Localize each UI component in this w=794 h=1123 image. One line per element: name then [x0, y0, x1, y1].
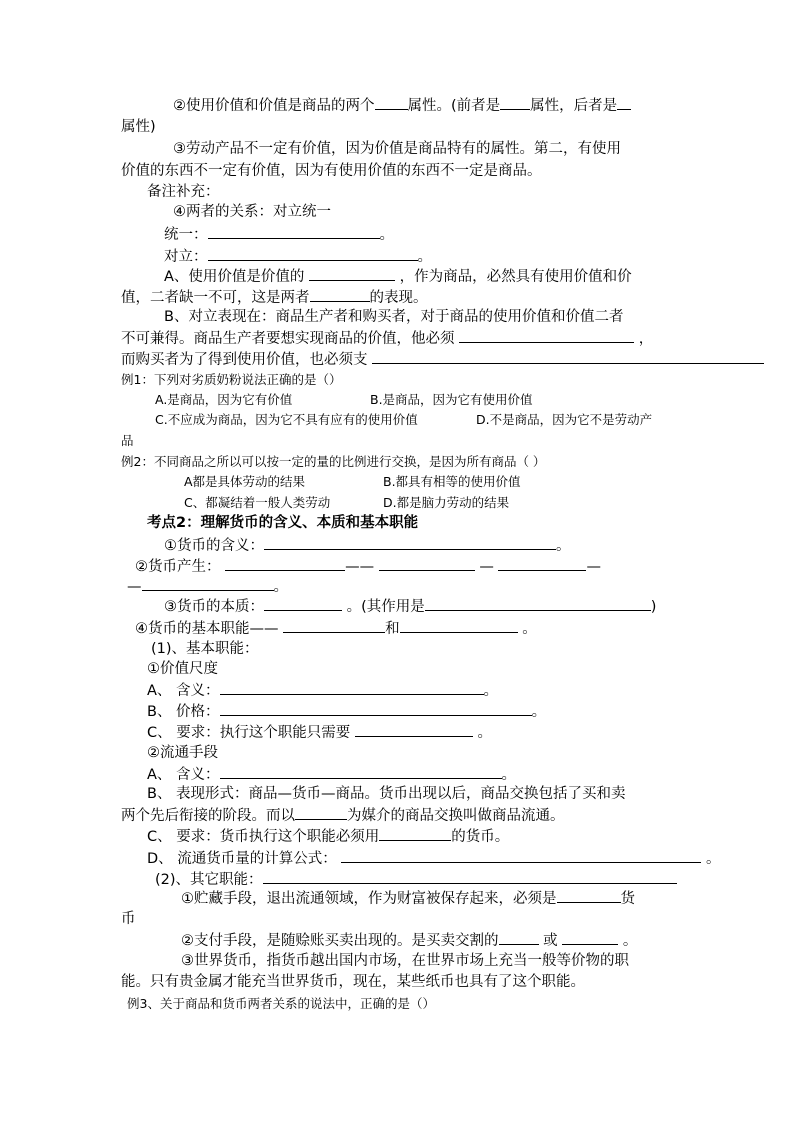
text-line: A、 含义： 。: [147, 764, 516, 785]
text-line: ②货币产生： —— — —: [135, 556, 601, 577]
text-line: 属性): [121, 119, 156, 135]
option-c[interactable]: C、都凝结着一般人类劳动: [184, 495, 331, 510]
blank[interactable]: [295, 805, 347, 820]
option-d[interactable]: D.都是脑力劳动的结果: [383, 495, 510, 510]
blank[interactable]: [264, 596, 342, 611]
blank[interactable]: [400, 618, 518, 633]
example-question: 例1：下列对劣质奶粉说法正确的是（）: [121, 372, 342, 387]
text-line: A、使用价值是价值的 ，作为商品，必然具有使用价值和价: [164, 266, 632, 287]
section-heading: 考点2：理解货币的含义、本质和基本职能: [147, 515, 419, 531]
text-line: ②支付手段，是随赊账买卖出现的。是买卖交割的 或 。: [181, 930, 637, 951]
blank[interactable]: [263, 869, 677, 884]
text-line: ④货币的基本职能—— 和 。: [135, 618, 537, 639]
blank[interactable]: [459, 328, 634, 343]
option-d[interactable]: D.不是商品，因为它不是劳动产: [476, 412, 653, 427]
blank[interactable]: [142, 576, 274, 591]
blank[interactable]: [355, 722, 473, 737]
blank[interactable]: [283, 618, 385, 633]
text-line: (2)、其它职能：: [155, 869, 677, 890]
text-line: ④两者的关系：对立统一: [173, 204, 331, 220]
text-line: D、 流通货币量的计算公式： 。: [147, 848, 721, 869]
text-line: B、 表现形式：商品—货币—商品。货币出现以后，商品交换包括了买和卖: [147, 786, 626, 802]
example-question: 例3、关于商品和货币两者关系的说法中，正确的是（）: [127, 996, 435, 1011]
text-line: B、对立表现在：商品生产者和购买者，对于商品的使用价值和价值二者: [164, 309, 624, 325]
text-line: — 。: [127, 576, 288, 597]
blank[interactable]: [499, 930, 539, 945]
blank[interactable]: [498, 556, 586, 571]
blank[interactable]: [220, 680, 484, 695]
text-line: ③劳动产品不一定有价值，因为价值是商品特有的属性。第二，有使用: [173, 141, 621, 157]
text-line: C、 要求：货币执行这个职能必须用 的货币。: [147, 826, 509, 847]
blank[interactable]: [379, 826, 451, 841]
blank[interactable]: [617, 95, 631, 110]
text-line: ②使用价值和价值是商品的两个 属性。(前者是 属性，后者是: [173, 95, 631, 116]
option-a[interactable]: A.是商品，因为它有价值: [155, 392, 293, 407]
text-line: ①货币的含义： 。: [164, 535, 571, 556]
text-line: 对立： 。: [164, 246, 432, 267]
text-line: (1)、基本职能：: [151, 641, 259, 657]
blank[interactable]: [379, 556, 475, 571]
text-line: 而购买者为了得到使用价值，也必须支: [121, 349, 764, 370]
text-line: ③货币的本质： 。(其作用是 ): [164, 596, 656, 617]
text-line: 统一： 。: [164, 224, 394, 245]
blank[interactable]: [220, 701, 532, 716]
option-b[interactable]: B.是商品，因为它有使用价值: [370, 392, 533, 407]
text-line: 值，二者缺一不可，这是两者 的表现。: [121, 287, 428, 308]
text-line: ①贮藏手段，退出流通领域，作为财富被保存起来，必须是 货: [181, 888, 635, 909]
example-question: 例2：不同商品之所以可以按一定的量的比例进行交换，是因为所有商品（ ）: [121, 454, 546, 469]
blank[interactable]: [208, 224, 380, 239]
blank[interactable]: [425, 596, 651, 611]
text-line: 不可兼得。商品生产者要想实现商品的价值，他必须 ，: [121, 328, 653, 349]
blank[interactable]: [562, 930, 618, 945]
blank[interactable]: [341, 848, 701, 863]
text-line: C、 要求：执行这个职能只需要 。: [147, 722, 492, 743]
option-b[interactable]: B.都具有相等的使用价值: [383, 474, 521, 489]
blank[interactable]: [309, 266, 395, 281]
text-line: ②流通手段: [147, 745, 218, 761]
text-line: 币: [121, 911, 136, 927]
text-line: A、 含义： 。: [147, 680, 498, 701]
text-line: 价值的东西不一定有价值，因为有使用价值的东西不一定是商品。: [121, 163, 542, 179]
text-line: ③世界货币，指货币越出国内市场，在世界市场上充当一般等价物的职: [181, 953, 629, 969]
text-line: 备注补充：: [147, 184, 220, 200]
text-line: 能。只有贵金属才能充当世界货币，现在，某些纸币也具有了这个职能。: [121, 974, 585, 990]
blank[interactable]: [264, 535, 556, 550]
blank[interactable]: [208, 246, 418, 261]
blank[interactable]: [372, 349, 764, 364]
blank[interactable]: [220, 764, 502, 779]
blank[interactable]: [375, 95, 408, 110]
option-a[interactable]: A都是具体劳动的结果: [184, 474, 306, 489]
blank[interactable]: [310, 287, 370, 302]
text-line: ①价值尺度: [147, 661, 218, 677]
text-line: B、 价格： 。: [147, 701, 546, 722]
blank[interactable]: [557, 888, 621, 903]
blank[interactable]: [500, 95, 530, 110]
text-line: 品: [121, 433, 134, 448]
text-line: 两个先后衔接的阶段。而以 为媒介的商品交换叫做商品流通。: [121, 805, 565, 826]
blank[interactable]: [225, 556, 345, 571]
option-c[interactable]: C.不应成为商品，因为它不具有应有的使用价值: [155, 412, 418, 427]
